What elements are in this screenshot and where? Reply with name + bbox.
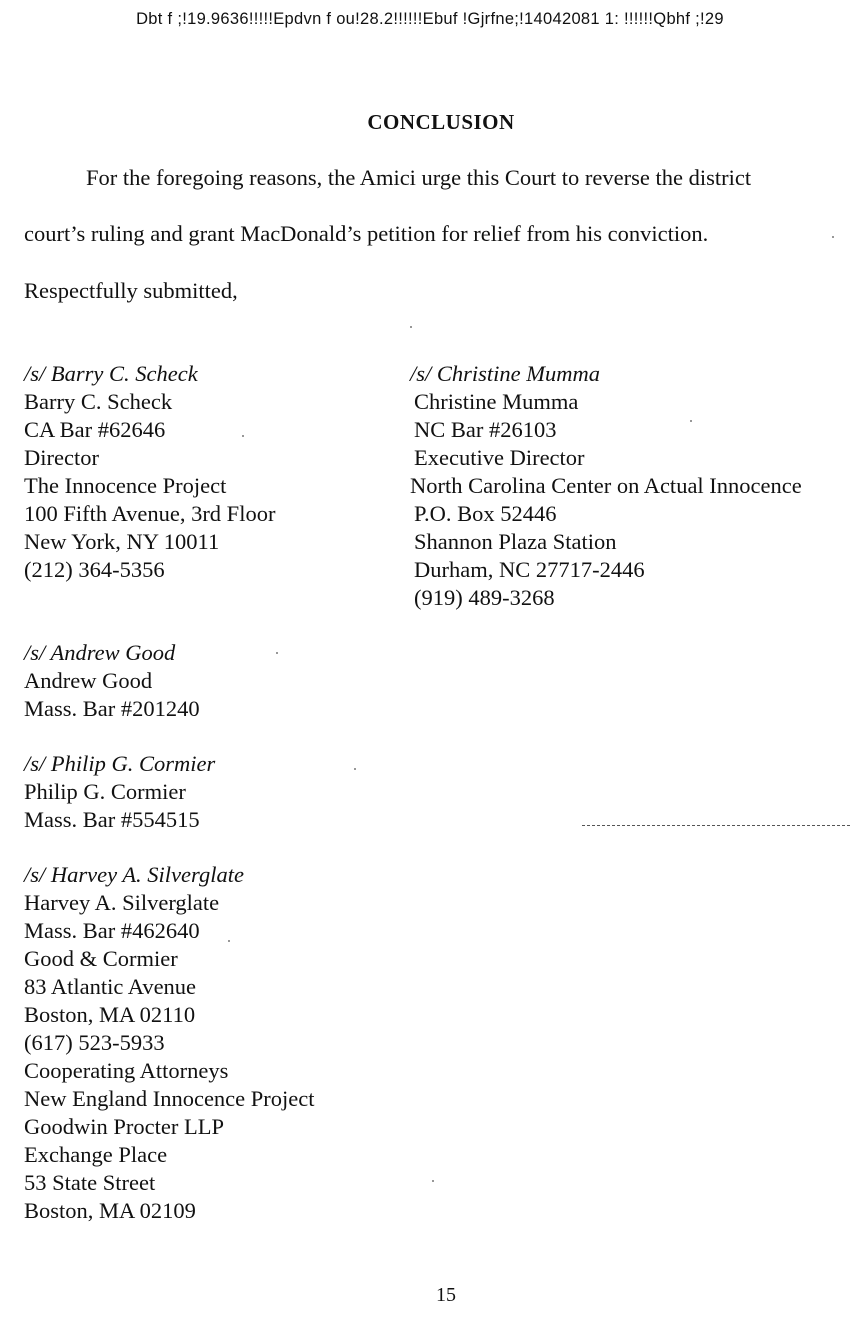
signer-name: Harvey A. Silverglate bbox=[24, 890, 220, 915]
bar-number: CA Bar #62646 bbox=[24, 417, 166, 442]
signer-title: Executive Director bbox=[414, 445, 585, 470]
scan-speck bbox=[410, 326, 412, 328]
organization: North Carolina Center on Actual Innocence bbox=[410, 473, 802, 498]
page-number: 15 bbox=[436, 1284, 456, 1306]
city-state-zip: New York, NY 10011 bbox=[24, 529, 220, 554]
signer-name: Christine Mumma bbox=[414, 389, 579, 414]
scan-speck bbox=[242, 435, 244, 437]
scan-speck bbox=[228, 940, 230, 942]
law-firm: Goodwin Procter LLP bbox=[24, 1114, 224, 1139]
signature-block-scheck bbox=[24, 360, 275, 584]
scan-speck bbox=[354, 768, 356, 770]
conclusion-paragraph-line-2: court’s ruling and grant MacDonald’s petition for relief from his conviction. bbox=[24, 221, 709, 246]
electronic-signature: /s/ Harvey A. Silverglate bbox=[24, 862, 244, 887]
scan-speck bbox=[832, 236, 834, 238]
electronic-signature: /s/ Philip G. Cormier bbox=[24, 751, 216, 776]
signer-name: Andrew Good bbox=[24, 668, 153, 693]
station: Shannon Plaza Station bbox=[414, 529, 617, 554]
signer-title: Director bbox=[24, 445, 99, 470]
bar-number: Mass. Bar #462640 bbox=[24, 918, 200, 943]
signature-block-silverglate bbox=[24, 861, 315, 1225]
city-state-zip: Durham, NC 27717-2446 bbox=[414, 557, 645, 582]
closing-salutation: Respectfully submitted, bbox=[24, 278, 238, 303]
electronic-signature: /s/ Andrew Good bbox=[24, 640, 176, 665]
role-description: Cooperating Attorneys bbox=[24, 1058, 229, 1083]
city-state-zip-2: Boston, MA 02109 bbox=[24, 1198, 196, 1223]
scan-speck bbox=[432, 1180, 434, 1182]
organization: New England Innocence Project bbox=[24, 1086, 315, 1111]
po-box: P.O. Box 52446 bbox=[414, 501, 557, 526]
scan-speck bbox=[276, 652, 278, 654]
organization: The Innocence Project bbox=[24, 473, 227, 498]
phone-number: (212) 364-5356 bbox=[24, 557, 165, 582]
bar-number: Mass. Bar #554515 bbox=[24, 807, 200, 832]
signature-block-cormier bbox=[24, 750, 215, 834]
signature-block-mumma bbox=[410, 360, 802, 612]
street-address: 83 Atlantic Avenue bbox=[24, 974, 197, 999]
bar-number: NC Bar #26103 bbox=[414, 417, 557, 442]
building-name: Exchange Place bbox=[24, 1142, 168, 1167]
signature-block-good bbox=[24, 639, 200, 723]
street-address: 100 Fifth Avenue, 3rd Floor bbox=[24, 501, 276, 526]
scan-artifact-dashed-line bbox=[582, 825, 850, 826]
signer-name: Philip G. Cormier bbox=[24, 779, 186, 804]
signer-name: Barry C. Scheck bbox=[24, 389, 173, 414]
case-filing-header-stamp: Dbt f ;!19.9636!!!!!Epdvn f ou!28.2!!!!!!Ebuf !Gjrfne;!14042081 1: !!!!!!Qbhf ;!29 bbox=[136, 10, 724, 28]
scan-speck bbox=[690, 420, 692, 422]
section-heading: CONCLUSION bbox=[367, 110, 515, 134]
firm-name: Good & Cormier bbox=[24, 946, 178, 971]
bar-number: Mass. Bar #201240 bbox=[24, 696, 200, 721]
electronic-signature: /s/ Christine Mumma bbox=[410, 361, 601, 386]
phone-number: (617) 523-5933 bbox=[24, 1030, 165, 1055]
city-state-zip: Boston, MA 02110 bbox=[24, 1002, 196, 1027]
electronic-signature: /s/ Barry C. Scheck bbox=[24, 361, 198, 386]
conclusion-paragraph-line-1: For the foregoing reasons, the Amici urge this Court to reverse the district bbox=[86, 165, 752, 190]
phone-number: (919) 489-3268 bbox=[414, 585, 555, 610]
street-address-2: 53 State Street bbox=[24, 1170, 156, 1195]
